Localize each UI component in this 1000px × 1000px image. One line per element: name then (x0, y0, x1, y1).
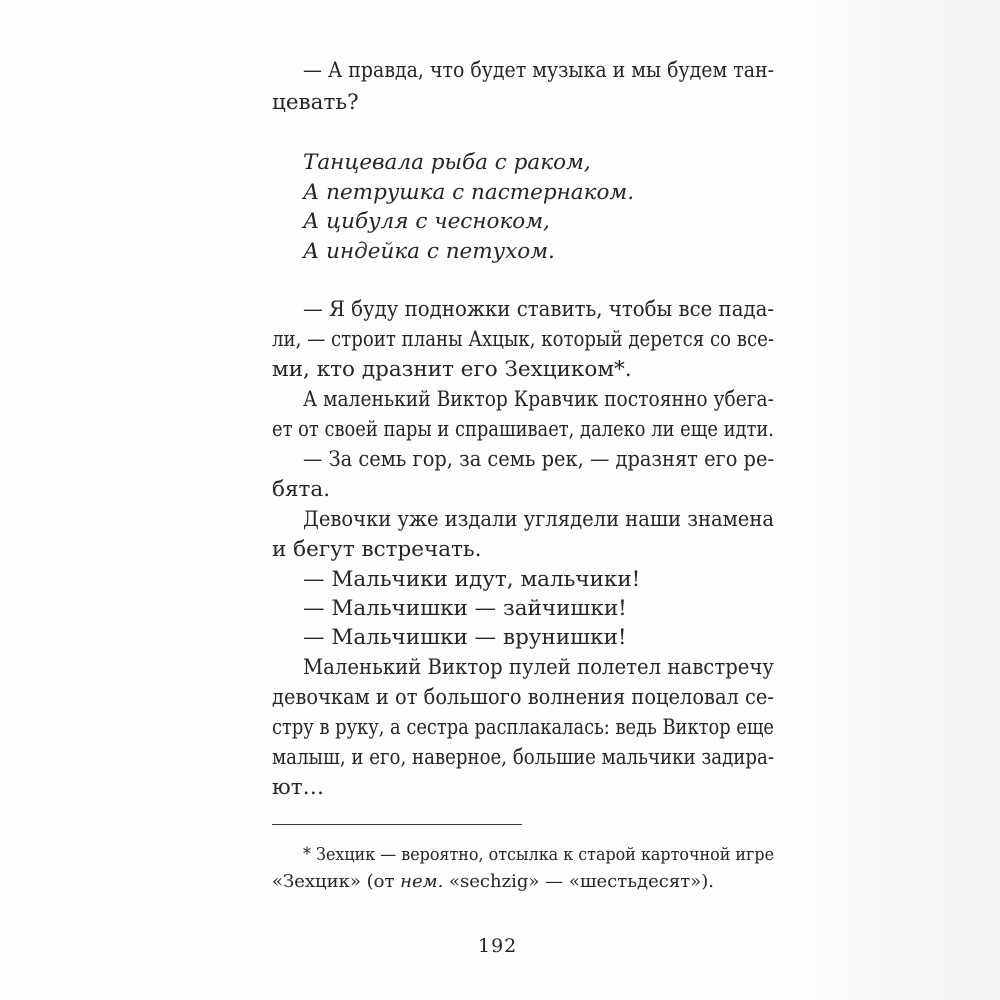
text-line: ли, — строит планы Ахцык, который дерется со все- (272, 327, 775, 352)
text-line: — Мальчишки — врунишки! (303, 625, 627, 650)
text-line: — Я буду подножки ставить, чтобы все пада- (303, 297, 775, 322)
text-line: стру в руку, а сестра расплакалась: ведь Виктор еще (272, 715, 774, 740)
page-edge-shadow (805, 0, 1000, 1000)
text-line: малыш, и его, наверное, большие мальчики задира- (272, 745, 774, 770)
text-line: — Мальчишки — зайчишки! (303, 596, 627, 621)
text-line: Девочки уже издали углядели наши знамена (303, 507, 775, 532)
text-line: бята. (272, 477, 331, 502)
page-number: 192 (478, 935, 518, 957)
footnote-abbrev: нем. (400, 871, 444, 892)
footnote-text: «sechzig» — «шестьдесят»). (443, 871, 714, 892)
footnote-line: * Зехцик — вероятно, отсылка к старой карточной игре (303, 844, 775, 865)
text-line: ют… (272, 775, 325, 800)
text-line: А маленький Виктор Кравчик постоянно убега- (303, 387, 774, 412)
footnote-separator (272, 824, 522, 825)
text-line: — За семь гор, за семь рек, — дразнят его ре- (303, 447, 775, 472)
footnote-line (272, 873, 714, 891)
text-line: Маленький Виктор пулей полетел навстречу (303, 655, 774, 680)
text-line: и бегут встречать. (272, 537, 482, 562)
poem-line: А петрушка с пастернаком. (303, 180, 635, 205)
poem-line: А индейка с петухом. (303, 239, 555, 264)
text-line: ет от своей пары и спрашивает, далеко ли еще идти. (272, 417, 774, 442)
poem-line: А цибуля с чесноком, (303, 209, 550, 234)
text-line: девочкам и от большого волнения поцеловал се- (272, 685, 774, 710)
footnote-text: «Зехцик» (от (272, 871, 401, 892)
text-line: ми, кто дразнит его Зехциком*. (272, 357, 632, 382)
poem-line: Танцевала рыба с раком, (303, 150, 591, 175)
text-line: — Мальчики идут, мальчики! (303, 567, 641, 592)
text-line: цевать? (272, 90, 359, 115)
text-line: — А правда, что будет музыка и мы будем тан- (303, 58, 774, 83)
